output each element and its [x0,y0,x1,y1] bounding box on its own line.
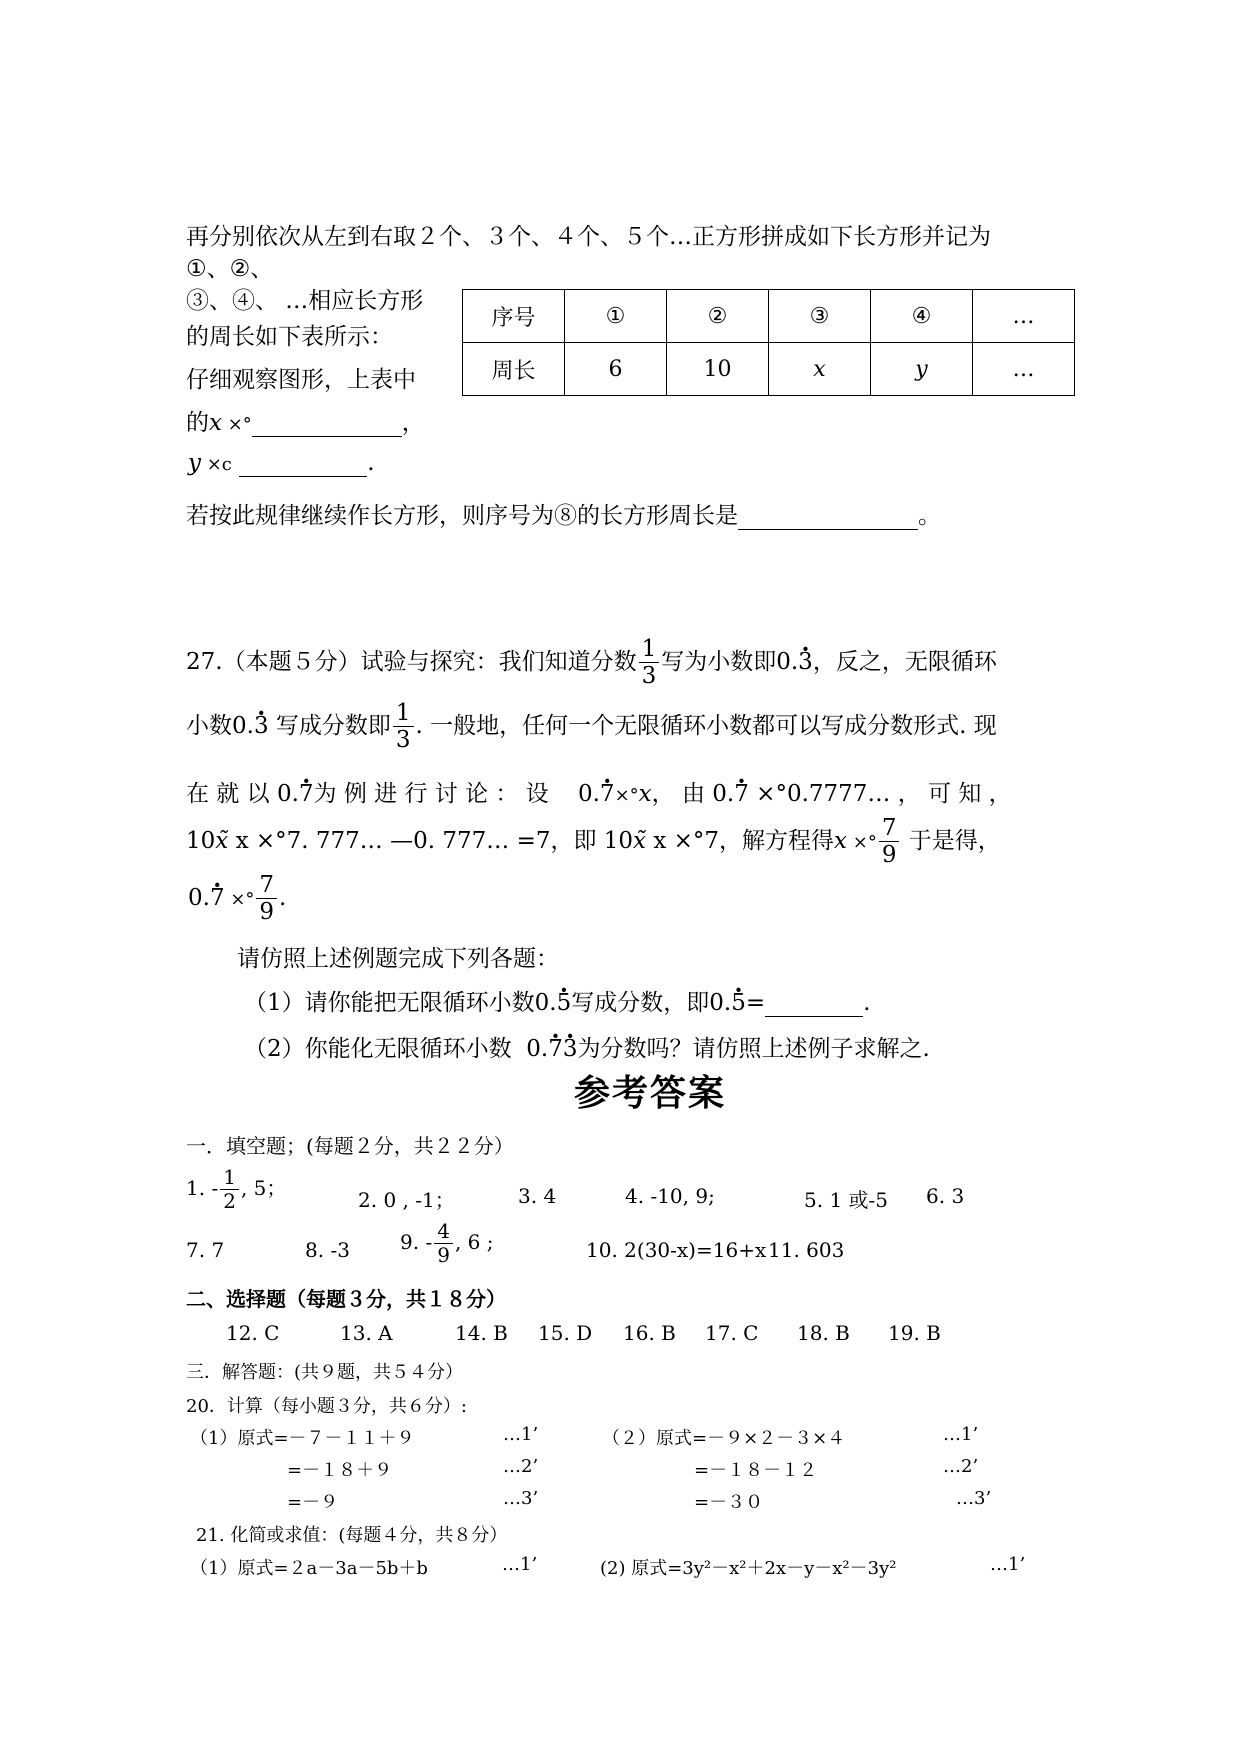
choice-answer: 14. B [455,1321,508,1345]
answer-8: 8. -3 [305,1238,350,1262]
table-cell: ① [565,290,667,343]
q20-left-mark: …3’ [503,1488,539,1509]
fraction-one-third: $\frac{1}{3}$ [393,700,414,754]
q26-line8: 若按此规律继续作长方形，则序号为⑧的长方形周长是 。 [186,503,941,529]
table-cell: ④ [871,290,973,343]
q20-right-step: =－３０ [694,1492,764,1513]
table-cell: 10 [667,343,769,396]
answer-5: 5. 1 或-5 [804,1188,889,1212]
answer-4: 4. -10, 9; [625,1184,715,1208]
answers-section-1: 一．填空题；(每题２分，共２２分） [186,1134,514,1158]
answers-section-2: 二、选择题（每题３分，共１８分） [186,1287,506,1311]
q20-left-step: =－９ [287,1492,339,1513]
choice-answer: 12. C [226,1321,280,1345]
q21-right-step: (2) 原式=3y²－x²＋2x－y－x²－3y² [600,1558,897,1579]
q26-line2: ①、②、 [186,256,274,282]
answer-10: 10. 2(30-x)=16+x [586,1238,767,1262]
fraction-four-ninths: $\frac{4}{9}$ [434,1220,453,1267]
q20-left-step: （1）原式=－７－１１＋９ [190,1428,415,1449]
q20-right-mark: …3’ [956,1488,992,1509]
q26-line3: ③、④、 …相应长方形 [186,288,424,314]
table-cell: 6 [565,343,667,396]
q20-right-step: =－１８－１２ [694,1460,818,1481]
q20-title: 20．计算（每小题３分，共６分）: [186,1396,467,1417]
table-cell: … [973,343,1075,396]
choice-answer: 13. A [340,1321,393,1345]
answer-9: 9. - $\frac{4}{9}$ , 6 ; [400,1219,494,1267]
blank-answer-1[interactable] [765,990,863,1017]
table-cell: ② [667,290,769,343]
q21-title: 21. 化简或求值：(每题４分，共８分） [196,1525,508,1546]
fraction-seven-ninths: $\frac{7}{9}$ [256,872,277,926]
answer-7: 7. 7 [186,1238,225,1262]
table-cell: x [769,343,871,396]
fraction-one-third: $\frac{1}{3}$ [639,636,660,690]
choice-answer: 19. B [888,1321,941,1345]
blank-y[interactable] [239,450,367,477]
answers-row-1: 1. - $\frac{1}{2}$ , 5； [186,1165,287,1213]
fraction-seven-ninths: $\frac{7}{9}$ [879,815,900,869]
q27-line5: 0.· 7 ×° $\frac{7}{9}$ . [188,872,286,926]
table-cell: … [973,290,1075,343]
q26-line6: 的x ×° ， [186,410,425,436]
q27-line3: 在 就 以 0.· 7为 例 进 行 讨 论 ： 设 0.· 7×°x， 由 0.· 7 ×°0.7777… ， 可 知 ， [186,775,1012,808]
q27-line8: （2）你能化无限循环小数 0.· 7· 3为分数吗？请仿照上述例子求解之. [244,1030,930,1063]
answer-11: 11. 603 [768,1238,845,1262]
answers-title: 参考答案 [574,1073,727,1114]
q27-line6: 请仿照上述例题完成下列各题： [237,946,559,972]
table-cell: 序号 [463,290,565,343]
q26-line5: 仔细观察图形，上表中 [186,367,416,393]
q27-line2: 小数0.· 3 写成分数即 $\frac{1}{3}$ . 一般地，任何一个无限循环小数都可以写成分数形式. 现 [186,700,997,754]
q20-right-mark: …1’ [943,1424,979,1445]
choice-answer: 17. C [705,1321,759,1345]
blank-x[interactable] [252,410,402,437]
q20-left-mark: …2’ [503,1456,539,1477]
table-cell: ③ [769,290,871,343]
table-row [463,343,1075,396]
answer-2: 2. 0 , -1； [358,1188,455,1212]
q20-right-mark: …2’ [943,1456,979,1477]
choice-answer: 18. B [797,1321,850,1345]
answers-section-3: 三．解答题：(共９题，共５４分） [186,1362,464,1383]
sequence-table [462,289,1075,396]
choice-answer: 15. D [538,1321,593,1345]
q26-line4: 的周长如下表所示： [186,324,393,350]
q27-line4: 10x̃ x ×°7. 777… —0. 777… =7，即 10x̃ x ×°7，解方程得x ×° $\frac{7}{9}$ 于是得， [186,815,1001,869]
q26-line1: 再分别依次从左到右取２个、３个、４个、５个…正方形拼成如下长方形并记为 [186,224,991,250]
q21-right-mark: …1’ [990,1554,1026,1575]
q21-left-step: （1）原式=２a－3a－5b＋b [190,1558,428,1579]
blank-perimeter[interactable] [738,503,918,530]
q21-left-mark: …1’ [502,1554,538,1575]
q20-right-step: （２）原式=－９×２－３×４ [602,1428,846,1449]
q27-line1: 27.（本题５分）试验与探究：我们知道分数 $\frac{1}{3}$ 写为小数即0.· 3，反之，无限循环 [186,636,997,690]
fraction-one-half: $\frac{1}{2}$ [220,1166,239,1213]
q26-line7: y ×c . [188,450,375,476]
q20-left-step: =－１８＋９ [287,1460,393,1481]
answer-3: 3. 4 [518,1184,557,1208]
choice-answer: 16. B [623,1321,676,1345]
q20-left-mark: …1’ [503,1424,539,1445]
q27-line7: （1）请你能把无限循环小数0.· 5写成分数，即0.· 5= . [244,984,870,1017]
table-cell: 周长 [463,343,565,396]
table-cell: y [871,343,973,396]
answer-6: 6. 3 [926,1184,965,1208]
table-row [463,290,1075,343]
